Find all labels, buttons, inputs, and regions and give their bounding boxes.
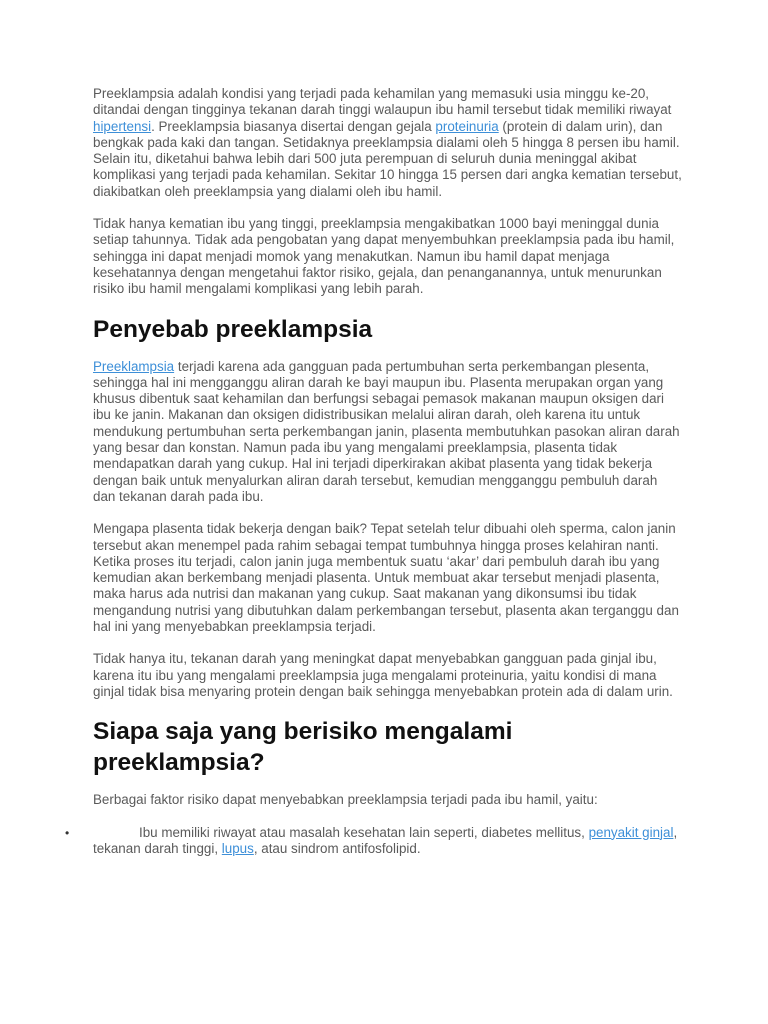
penyebab-paragraph-3: Tidak hanya itu, tekanan darah yang meningkat dapat menyebabkan gangguan pada ginjal ibu, karena itu ibu yang mengalami preeklampsia juga mengalami proteinuria, yaitu kondisi di mana ginjal tidak bisa menyaring protein dengan baik sehingga menyebabkan protein ada di dalam urin.	[93, 651, 673, 699]
list-item-text-1: Ibu memiliki riwayat atau masalah kesehatan lain seperti, diabetes mellitus,	[139, 824, 589, 840]
lupus-link[interactable]: lupus	[221, 840, 254, 856]
intro-text-2: . Preeklampsia biasanya disertai dengan gejala	[151, 118, 436, 134]
hipertensi-link[interactable]: hipertensi	[93, 118, 152, 134]
intro-paragraph-2: Tidak hanya kematian ibu yang tinggi, preeklampsia mengakibatkan 1000 bayi meninggal dunia setiap tahunnya. Tidak ada pengobatan yang dapat menyembuhkan preeklampsia pada ibu hamil, sehingga ini dapat menjadi momok yang menakutkan. Namun ibu hamil dapat menjaga kesehatannya dengan mengetahui faktor risiko, gejala, dan penanganannya, untuk menurunkan risiko ibu hamil mengalami komplikasi yang lebih parah.	[93, 216, 675, 297]
penyebab-paragraph-2: Mengapa plasenta tidak bekerja dengan baik? Tepat setelah telur dibuahi oleh sperma, calon janin tersebut akan menempel pada rahim sebagai tempat tumbuhnya hingga proses kelahiran nanti. Ketika proses itu terjadi, calon janin juga membentuk suatu ‘akar’ dari pembuluh darah ibu yang kemudian akan berkembang menjadi plasenta. Untuk membuat akar tersebut menjadi plasenta, maka harus ada nutrisi dan makanan yang cukup. Saat makanan yang dikonsumsi ibu tidak mengandung nutrisi yang dibutuhkan dalam perkembangan tersebut, plasenta akan terganggu dan hal ini yang menyebabkan preeklampsia terjadi.	[93, 521, 679, 635]
penyebab-paragraph-1	[93, 359, 683, 506]
proteinuria-link[interactable]: proteinuria	[435, 118, 499, 134]
penyebab-text-1: terjadi karena ada gangguan pada pertumbuhan serta perkembangan plesenta, sehingga hal ini mengganggu aliran darah ke bayi maupun ibu. Plasenta merupakan organ yang khusus dibentuk saat kehamilan dan berfungsi sebagai pemasok makanan maupun oksigen dari ibu ke janin. Makanan dan oksigen didistribusikan melalui aliran darah, oleh karena itu untuk mendukung pertumbuhan serta perkembangan janin, plasenta membutuhkan pasokan aliran darah yang besar dan konstan. Namun pada ibu yang mengalami preeklampsia, plasenta tidak mendapatkan darah yang cukup. Hal ini terjadi diperkirakan akibat plasenta yang tidak bekerja dengan baik untuk menyalurkan aliran darah tersebut, kemudian mengganggu pembuluh darah dan tekanan darah pada ibu.	[93, 358, 680, 504]
risiko-paragraph-1: Berbagai faktor risiko dapat menyebabkan preeklampsia terjadi pada ibu hamil, yaitu:	[93, 792, 598, 808]
risk-factor-list	[65, 824, 683, 858]
intro-paragraph-1	[93, 86, 683, 200]
section-heading-risiko: Siapa saja yang berisiko mengalami preeklampsia?	[93, 718, 513, 777]
preeklampsia-link[interactable]: Preeklampsia	[93, 358, 175, 374]
list-item-text-3: , atau sindrom antifosfolipid.	[253, 840, 421, 856]
intro-text-3: (protein di dalam urin), dan bengkak pada kaki dan tangan. Setidaknya preeklampsia dialami oleh 5 hingga 8 persen ibu hamil. Selain itu, diketahui bahwa lebih dari 500 juta perempuan di seluruh dunia meninggal akibat komplikasi yang terjadi pada kehamilan. Sekitar 10 hingga 15 persen dari angka kematian tersebut, diakibatkan oleh preeklampsia yang dialami oleh ibu hamil.	[93, 118, 682, 199]
list-item	[65, 824, 683, 858]
intro-text-1: Preeklampsia adalah kondisi yang terjadi pada kehamilan yang memasuki usia minggu ke-20, ditandai dengan tingginya tekanan darah tinggi walaupun ibu hamil tersebut tidak memiliki riwayat	[93, 86, 672, 118]
article	[65, 86, 683, 857]
penyakit-ginjal-link[interactable]: penyakit ginjal	[588, 824, 674, 840]
list-item-text-2: , tekanan darah tinggi,	[93, 824, 678, 856]
section-heading-penyebab: Penyebab preeklampsia	[93, 315, 373, 343]
bullet-icon: •	[65, 825, 70, 840]
